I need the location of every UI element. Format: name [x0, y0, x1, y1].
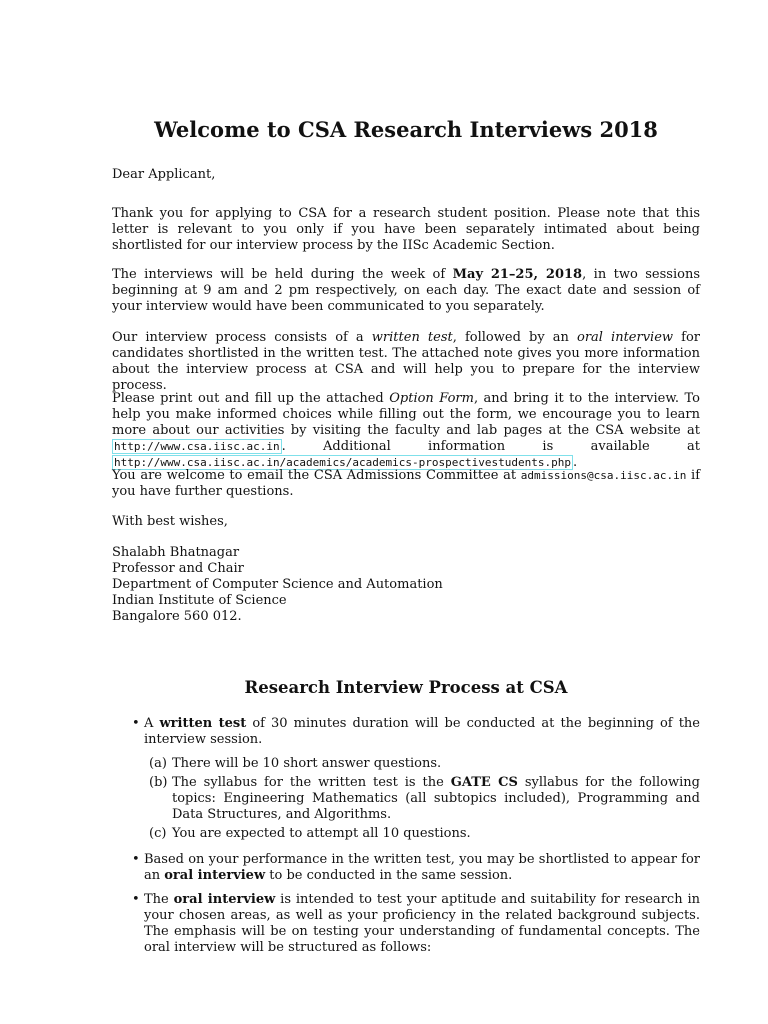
- paragraph-intro: Thank you for applying to CSA for a research student position. Please note that this letter is relevant to you only if you have been separately intimated about being shortlisted for our interview process by the IISc Academic Section.: [112, 206, 700, 253]
- signature-name: Shalabh Bhatnagar: [112, 545, 240, 560]
- bullet-icon: •: [132, 892, 140, 907]
- paragraph-option-form: Please print out and fill up the attached Option Form, and bring it to the interview. To help you make informed choices while filling out the form, we encourage you to learn more about our activities by visiting the faculty and lab pages at the CSA website at http://www.csa.iisc.ac.in . Additional information is available at http://www.csa.iisc.ac.in/academics/academics-prospectivestudents.php .: [112, 391, 700, 470]
- prospective-students-link[interactable]: http://www.csa.iisc.ac.in/academics/academics-prospectivestudents.php: [114, 456, 571, 469]
- closing: With best wishes,: [112, 514, 228, 529]
- signature-dept: Department of Computer Science and Automation: [112, 577, 443, 592]
- signature-institute: Indian Institute of Science: [112, 593, 287, 608]
- paragraph-contact: You are welcome to email the CSA Admissions Committee at admissions@csa.iisc.ac.in if you have further questions.: [112, 468, 701, 499]
- admissions-email: admissions@csa.iisc.ac.in: [520, 469, 687, 482]
- sublist-item: (b) The syllabus for the written test is the GATE CS syllabus for the following topics: Engineering Mathematics (all subtopics included), Programming and Data Structures, and Algorithms.: [149, 775, 700, 822]
- bullet-icon: •: [132, 716, 140, 731]
- letter-title: Welcome to CSA Research Interviews 2018: [154, 117, 658, 142]
- interview-dates: May 21–25, 2018: [452, 267, 583, 282]
- signature-city: Bangalore 560 012.: [112, 609, 242, 624]
- list-item-shortlist: • Based on your performance in the written test, you may be shortlisted to appear for an oral interview to be conducted in the same session.: [132, 852, 700, 883]
- signature-block: [112, 545, 700, 625]
- sublist-item: (a) There will be 10 short answer questions.: [149, 756, 442, 771]
- salutation: Dear Applicant,: [112, 167, 216, 182]
- bullet-icon: •: [132, 852, 140, 867]
- written-test-sublist: [144, 756, 700, 842]
- oral-interview-term: oral interview: [577, 330, 674, 345]
- list-item-oral-interview: • The oral interview is intended to test your aptitude and suitability for research in your chosen areas, as well as your proficiency in the related background subjects. The emphasis will be on testing your understanding of fundamental concepts. The oral interview will be structured as follows:: [132, 892, 700, 955]
- paragraph-process: Our interview process consists of a written test, followed by an oral interview for candidates shortlisted in the written test. The attached note gives you more information about the interview process at CSA and will help you to prepare for the interview process.: [112, 330, 701, 393]
- signature-role: Professor and Chair: [112, 561, 244, 576]
- paragraph-interview-dates: The interviews will be held during the week of May 21–25, 2018, in two sessions beginning at 9 am and 2 pm respectively, on each day. The exact date and session of your interview would have been communicated to you separately.: [112, 267, 700, 314]
- written-test-term: written test: [371, 330, 453, 345]
- process-list: [112, 716, 700, 964]
- csa-website-link[interactable]: http://www.csa.iisc.ac.in: [114, 440, 280, 453]
- option-form-term: Option Form: [389, 391, 474, 406]
- sublist-item: (c) You are expected to attempt all 10 questions.: [149, 826, 471, 841]
- list-item-written-test: • A written test of 30 minutes duration will be conducted at the beginning of the interview session. (a) There will be 10 short answer questions. (b) The syllabus for the written test is the GATE CS syllabus for the following topics: Engineering Mathematics (all subtopics included), Programming and Data Structures, and Algorithms. (c) You are expected to attempt all 10 questions.: [132, 716, 700, 841]
- process-section-title: Research Interview Process at CSA: [244, 678, 568, 697]
